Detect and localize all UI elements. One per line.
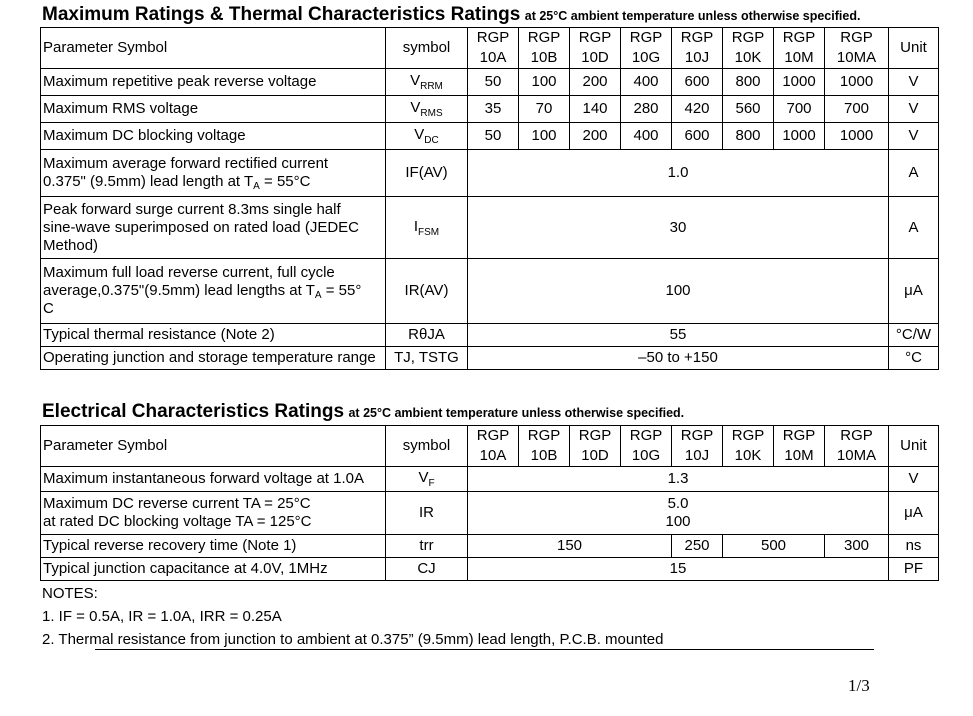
- value-cell: 400: [621, 69, 672, 96]
- value-cell: 1000: [825, 123, 889, 150]
- value-cell: 1000: [774, 123, 825, 150]
- unit-cell: μA: [889, 259, 939, 324]
- value-cell: 150: [468, 535, 672, 558]
- symbol-cell: RθJA: [386, 324, 468, 347]
- table-header-row: [41, 426, 939, 467]
- header-unit: Unit: [889, 28, 939, 69]
- header-unit: Unit: [889, 426, 939, 467]
- header-model: RGP 10MA: [825, 28, 889, 69]
- unit-cell: V: [889, 96, 939, 123]
- param-cell: Maximum DC blocking voltage: [41, 123, 386, 150]
- value-cell: 700: [825, 96, 889, 123]
- symbol-cell: $I_{FSM}$: [386, 197, 468, 259]
- header-model: RGP 10M: [774, 426, 825, 467]
- table-row: [41, 259, 939, 324]
- param-cell: Maximum DC reverse current TA = 25°C at rated DC blocking voltage TA = 125°C: [41, 492, 386, 535]
- value-cell: 800: [723, 123, 774, 150]
- note-2: 2. Thermal resistance from junction to ambient at 0.375” (9.5mm) lead length, P.C.B. mounted: [42, 631, 664, 648]
- unit-cell: ns: [889, 535, 939, 558]
- value-cell: 5.0 100: [468, 492, 889, 535]
- symbol-cell: TJ, TSTG: [386, 347, 468, 370]
- value-cell: 50: [468, 123, 519, 150]
- unit-cell: V: [889, 467, 939, 492]
- max-ratings-table: [40, 27, 939, 370]
- unit-cell: V: [889, 69, 939, 96]
- header-model: RGP 10M: [774, 28, 825, 69]
- header-symbol: symbol: [386, 426, 468, 467]
- header-model: RGP 10MA: [825, 426, 889, 467]
- header-param: Parameter Symbol: [41, 28, 386, 69]
- param-cell: Typical reverse recovery time (Note 1): [41, 535, 386, 558]
- value-cell: 100: [519, 69, 570, 96]
- param-cell: Typical junction capacitance at 4.0V, 1MHz: [41, 558, 386, 581]
- value-cell: 100: [519, 123, 570, 150]
- table-row: [41, 492, 939, 535]
- value-cell: 55: [468, 324, 889, 347]
- header-model: RGP 10K: [723, 28, 774, 69]
- param-cell: Maximum repetitive peak reverse voltage: [41, 69, 386, 96]
- param-cell: Maximum RMS voltage: [41, 96, 386, 123]
- page-number: 1/3: [848, 676, 870, 695]
- value-cell: 200: [570, 69, 621, 96]
- param-cell: Typical thermal resistance (Note 2): [41, 324, 386, 347]
- symbol-cell: $V_F$: [386, 467, 468, 492]
- table-row: [41, 347, 939, 370]
- symbol-cell: $V_{RMS}$: [386, 96, 468, 123]
- table-row: [41, 535, 939, 558]
- unit-cell: A: [889, 150, 939, 197]
- unit-cell: A: [889, 197, 939, 259]
- section2-title: Electrical Characteristics Ratings: [42, 401, 345, 422]
- value-cell: 400: [621, 123, 672, 150]
- header-model: RGP 10B: [519, 28, 570, 69]
- header-model: RGP 10D: [570, 426, 621, 467]
- value-cell: 1.0: [468, 150, 889, 197]
- table-row: [41, 467, 939, 492]
- header-model: RGP 10A: [468, 28, 519, 69]
- value-cell: 30: [468, 197, 889, 259]
- value-cell: 420: [672, 96, 723, 123]
- symbol-cell: IF(AV): [386, 150, 468, 197]
- table-row: [41, 324, 939, 347]
- symbol-cell: IR: [386, 492, 468, 535]
- param-cell: Maximum average forward rectified current 0.375" (9.5mm) lead length at $T_A = 55^\circ C$: [41, 150, 386, 197]
- unit-cell: PF: [889, 558, 939, 581]
- section1-title: Maximum Ratings & Thermal Characteristics Ratings: [42, 4, 521, 25]
- header-model: RGP 10J: [672, 426, 723, 467]
- value-cell: 140: [570, 96, 621, 123]
- unit-cell: V: [889, 123, 939, 150]
- table-row: [41, 123, 939, 150]
- header-param: Parameter Symbol: [41, 426, 386, 467]
- header-model: RGP 10B: [519, 426, 570, 467]
- header-model: RGP 10K: [723, 426, 774, 467]
- value-cell: 70: [519, 96, 570, 123]
- value-cell: 560: [723, 96, 774, 123]
- unit-cell: °C: [889, 347, 939, 370]
- symbol-cell: IR(AV): [386, 259, 468, 324]
- header-model: RGP 10G: [621, 28, 672, 69]
- value-cell: 1000: [825, 69, 889, 96]
- value-cell: 280: [621, 96, 672, 123]
- value-cell: 15: [468, 558, 889, 581]
- param-cell: Operating junction and storage temperature range: [41, 347, 386, 370]
- section2-subtitle: at 25°C ambient temperature unless otherwise specified.: [348, 406, 685, 420]
- value-cell: 200: [570, 123, 621, 150]
- value-cell: –50 to +150: [468, 347, 889, 370]
- value-cell: 300: [825, 535, 889, 558]
- unit-cell: °C/W: [889, 324, 939, 347]
- symbol-cell: CJ: [386, 558, 468, 581]
- value-cell: 35: [468, 96, 519, 123]
- table-row: [41, 96, 939, 123]
- symbol-cell: $V_{RRM}$: [386, 69, 468, 96]
- section1-subtitle: at 25°C ambient temperature unless otherwise specified.: [524, 9, 861, 23]
- table-row: [41, 558, 939, 581]
- section1-heading: [42, 4, 860, 26]
- value-cell: 100: [468, 259, 889, 324]
- symbol-cell: trr: [386, 535, 468, 558]
- unit-cell: μA: [889, 492, 939, 535]
- param-cell: Maximum full load reverse current, full cycle average,0.375"(9.5mm) lead lengths at $T_A = 55^\circ$ C: [41, 259, 386, 324]
- table-header-row: [41, 28, 939, 69]
- electrical-characteristics-table: [40, 425, 939, 581]
- table-row: [41, 197, 939, 259]
- value-cell: 700: [774, 96, 825, 123]
- divider-line: [95, 649, 874, 650]
- value-cell: 600: [672, 69, 723, 96]
- param-cell: Maximum instantaneous forward voltage at 1.0A: [41, 467, 386, 492]
- header-model: RGP 10G: [621, 426, 672, 467]
- table-row: [41, 150, 939, 197]
- value-cell: 1.3: [468, 467, 889, 492]
- param-cell: Peak forward surge current 8.3ms single half sine-wave superimposed on rated load (JEDEC Method): [41, 197, 386, 259]
- header-model: RGP 10A: [468, 426, 519, 467]
- value-cell: 50: [468, 69, 519, 96]
- notes-title: NOTES:: [42, 585, 98, 602]
- table-row: [41, 69, 939, 96]
- header-symbol: symbol: [386, 28, 468, 69]
- note-1: 1. IF = 0.5A, IR = 1.0A, IRR = 0.25A: [42, 608, 282, 625]
- value-cell: 500: [723, 535, 825, 558]
- header-model: RGP 10J: [672, 28, 723, 69]
- symbol-cell: $V_{DC}$: [386, 123, 468, 150]
- value-cell: 1000: [774, 69, 825, 96]
- notes: [42, 582, 663, 651]
- value-cell: 800: [723, 69, 774, 96]
- value-cell: 250: [672, 535, 723, 558]
- section2-heading: [42, 401, 684, 423]
- header-model: RGP 10D: [570, 28, 621, 69]
- value-cell: 600: [672, 123, 723, 150]
